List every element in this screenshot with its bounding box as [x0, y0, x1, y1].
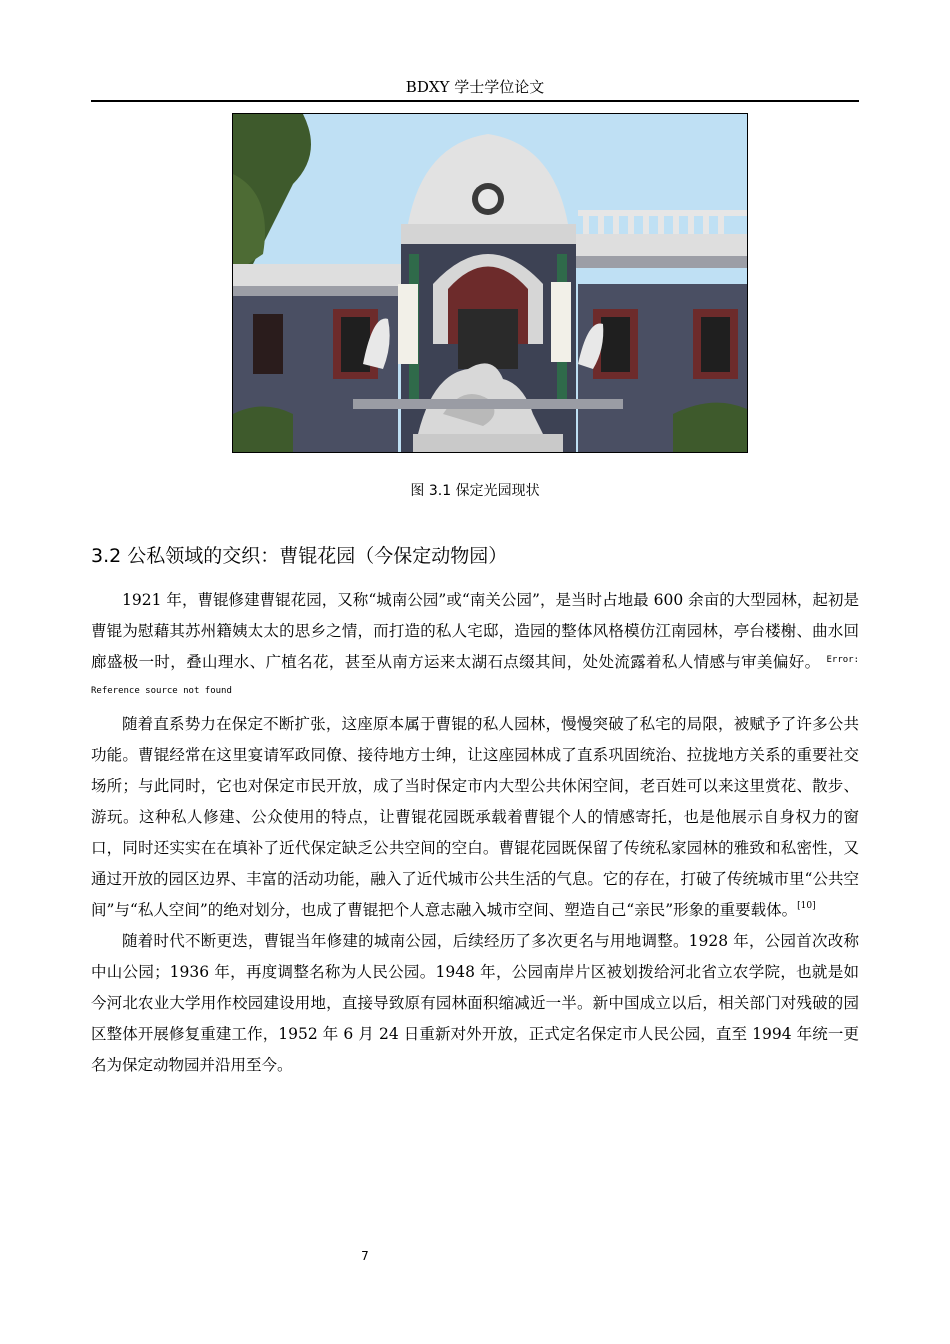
paragraph-text: 随着时代不断更迭，曹锟当年修建的城南公园，后续经历了多次更名与用地调整。1928 年，公园首次改称中山公园；1936 年，再度调整名称为人民公园。1948 年，公园南岸片区被划拨给河北省立农学院，也就是如今河北农业大学用作校园建设用地，直接导致原有园林面积缩减近一半。新中国成立以后，相关部门对残破的园区整体开展修复重建工作，1952 年 6 月 24 日重新对外开放，正式定名保定市人民公园，直至 1994 年统一更名为保定动物园并沿用至今。	[91, 932, 859, 1074]
page-header: BDXY 学士学位论文	[405, 78, 545, 96]
paragraph-text: 1921 年，曹锟修建曹锟花园，又称“城南公园”或“南关公园”，是当时占地最 600 余亩的大型园林，起初是曹锟为慰藉其苏州籍姨太太的思乡之情，而打造的私人宅邸，造园的整体风格模仿江南园林，亭台楼榭、曲水回廊盛极一时，叠山理水、广植名花，甚至从南方运来太湖石点缀其间，处处流露着私人情感与审美偏好。	[91, 591, 859, 671]
body-text	[91, 585, 859, 1081]
paragraph	[91, 926, 859, 1081]
header-rule	[91, 100, 859, 102]
reference-error-note: Error: Reference source not found	[91, 655, 859, 696]
figure-photo	[232, 113, 748, 453]
paragraph-text: 随着直系势力在保定不断扩张，这座原本属于曹锟的私人园林，慢慢突破了私宅的局限，被赋予了许多公共功能。曹锟经常在这里宴请军政同僚、接待地方士绅，让这座园林成了直系巩固统治、拉拢地方关系的重要社交场所；与此同时，它也对保定市民开放，成了当时保定市内大型公共休闲空间，老百姓可以来这里赏花、散步、游玩。这种私人修建、公众使用的特点，让曹锟花园既承载着曹锟个人的情感寄托，也是他展示自身权力的窗口，同时还实实在在填补了近代保定缺乏公共空间的空白。曹锟花园既保留了传统私家园林的雅致和私密性，又通过开放的园区边界、丰富的活动功能，融入了近代城市公共生活的气息。它的存在，打破了传统城市里“公共空间”与“私人空间”的绝对划分，也成了曹锟把个人意志融入城市空间、塑造自己“亲民”形象的重要载体。	[91, 715, 859, 919]
citation-marker: [10]	[797, 901, 816, 911]
paragraph	[91, 585, 859, 709]
figure-caption: 图 3.1 保定光园现状	[410, 483, 540, 499]
building-illustration	[233, 114, 747, 452]
paragraph	[91, 709, 859, 926]
page-number: 7	[361, 1249, 369, 1263]
section-heading: 3.2 公私领域的交织：曹锟花园（今保定动物园）	[91, 545, 508, 567]
